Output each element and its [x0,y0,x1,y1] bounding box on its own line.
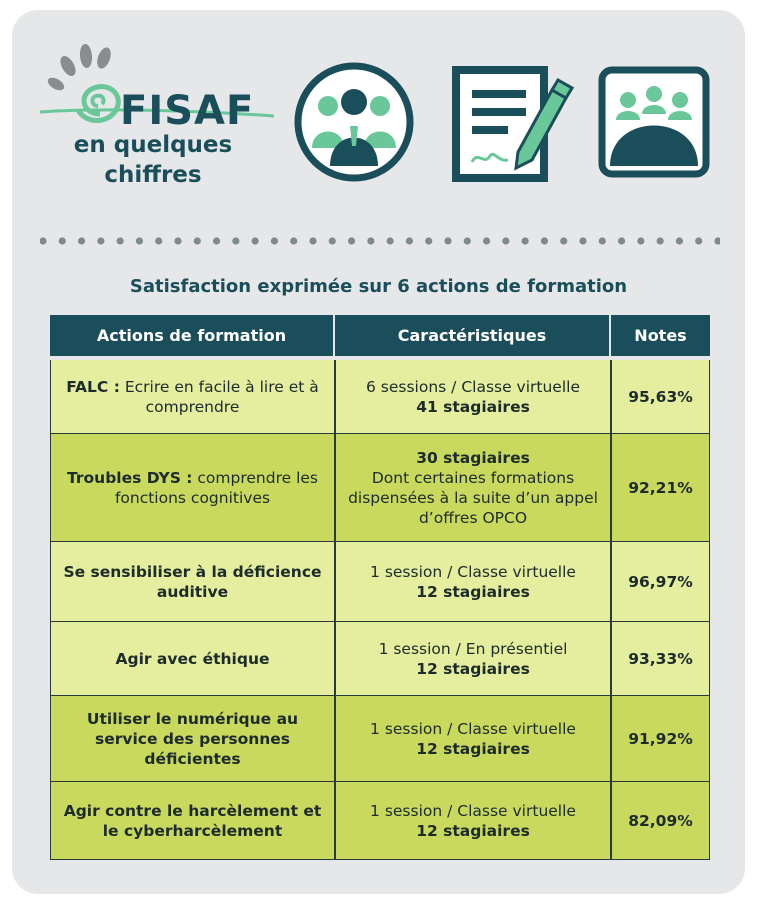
action-cell: Troubles DYS : comprendre les fonctions cognitives [50,434,335,542]
brand-name: FISAF [120,88,255,134]
separator-dot [40,237,47,244]
separator-dot [444,237,451,244]
separator-dot [252,237,259,244]
separator-dot [483,237,490,244]
characteristics-cell: 30 stagiaires Dont certaines formations dispensées à la suite d’un appel d’offres OPCO [335,434,611,542]
separator-dot [522,237,529,244]
table-row [50,782,710,860]
table-row [50,622,710,696]
separator-dot [579,237,586,244]
score-cell: 93,33% [611,622,710,696]
characteristics-cell: 1 session / Classe virtuelle 12 stagiaires [335,542,611,622]
table-row [50,696,710,782]
separator-dot [194,237,201,244]
characteristics-cell: 1 session / Classe virtuelle 12 stagiaires [335,696,611,782]
separator-dot [502,237,509,244]
table-row [50,360,710,434]
separator-dot [290,237,297,244]
separator-dot [97,237,104,244]
characteristics-cell: 1 session / Classe virtuelle 12 stagiaires [335,782,611,860]
separator-dot [309,237,316,244]
score-cell: 96,97% [611,542,710,622]
people-group-icon [294,62,414,182]
table-row [50,434,710,542]
action-cell: Agir avec éthique [50,622,335,696]
score-cell: 92,21% [611,434,710,542]
separator-dot [232,237,239,244]
action-cell: Agir contre le harcèlement et le cyberharcèlement [50,782,335,860]
action-cell: Utiliser le numérique au service des personnes déficientes [50,696,335,782]
separator-dot [117,237,124,244]
separator-dot [78,237,85,244]
separator-dot [59,237,66,244]
document-signature-icon [452,66,574,184]
separator-dot [425,237,432,244]
separator-dot [560,237,567,244]
tagline: en quelques chiffres [73,132,233,188]
audience-icon [598,66,710,178]
separator-dot [599,237,606,244]
separator-dot [695,237,702,244]
separator-dot [657,237,664,244]
table-header-row [50,315,710,356]
dotted-separator [40,234,720,248]
characteristics-cell: 6 sessions / Classe virtuelle 41 stagiaires [335,360,611,434]
header-notes: Notes [611,315,710,356]
separator-dot [637,237,644,244]
separator-dot [329,237,336,244]
separator-dot [676,237,683,244]
separator-dot [406,237,413,244]
action-cell: Se sensibiliser à la déficience auditive [50,542,335,622]
table-row [50,542,710,622]
header-characteristics: Caractéristiques [335,315,611,356]
separator-dot [367,237,374,244]
separator-dot [213,237,220,244]
score-cell: 91,92% [611,696,710,782]
satisfaction-table [50,315,710,860]
separator-dot [387,237,394,244]
page-title: Satisfaction exprimée sur 6 actions de formation [129,276,628,297]
separator-dot [136,237,143,244]
score-cell: 95,63% [611,360,710,434]
score-cell: 82,09% [611,782,710,860]
action-cell: FALC : Ecrire en facile à lire et à comprendre [50,360,335,434]
separator-dot [348,237,355,244]
separator-dot [155,237,162,244]
separator-dot [541,237,548,244]
header-actions: Actions de formation [50,315,335,356]
fisaf-logo [38,44,278,194]
separator-dot [464,237,471,244]
characteristics-cell: 1 session / En présentiel 12 stagiaires [335,622,611,696]
separator-dot [714,237,720,244]
separator-dot [174,237,181,244]
separator-dot [271,237,278,244]
separator-dot [618,237,625,244]
